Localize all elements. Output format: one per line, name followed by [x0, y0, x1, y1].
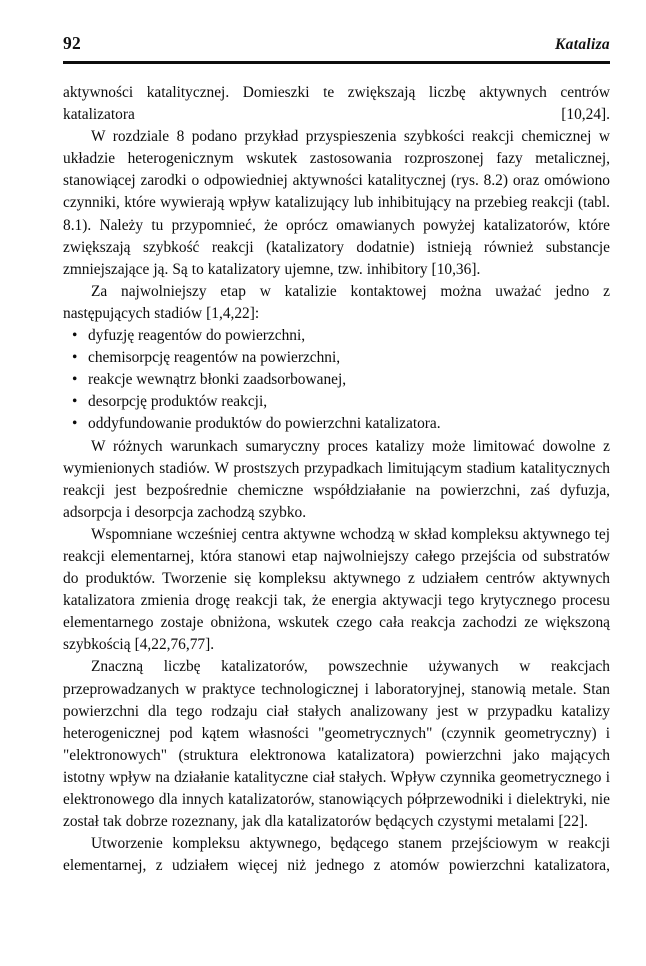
list-item-label: oddyfundowanie produktów do powierzchni katalizatora.	[88, 415, 441, 433]
bullet-marker-icon: •	[72, 415, 78, 433]
paragraph: Znaczną liczbę katalizatorów, powszechnie używanych w reakcjach przeprowadzanych w praktyce technologicznej i laboratoryjnej, stanowią metale. Stan powierzchni dla tego rodzaju ciał stałych analizowany jest w przypadku katalizy heterogenicznej pod kątem własności "geometrycznych" (czynnik geometryczny) i "elektronowych" (struktura elektronowa katalizatora) powierzchni jako mających istotny wpływ na działanie katalityczne ciał stałych. Wpływ czynnika geometrycznego i elektronowego dla innych katalizatorów, stanowiących półprzewodniki i dielektryki, nie został tak dobrze rozeznany, jak dla katalizatorów będących czystymi metalami [22].	[63, 658, 610, 831]
list-item	[63, 391, 610, 413]
list-item	[63, 325, 610, 347]
bullet-marker-icon: •	[72, 371, 78, 389]
running-head	[63, 33, 610, 54]
bullet-marker-icon: •	[72, 349, 78, 367]
paragraph: W różnych warunkach sumaryczny proces katalizy może limitować dowolne z wymienionych stadiów. W prostszych przypadkach limitującym stadium katalitycznych reakcji jest bezpośrednie chemiczne współdziałanie na powierzchni, zaś dyfuzja, adsorpcja i desorpcja zachodzą szybko.	[63, 437, 610, 521]
list-item-label: dyfuzję reagentów do powierzchni,	[88, 327, 306, 345]
paragraph: Utworzenie kompleksu aktywnego, będącego stanem przejściowym w reakcji elementarnej, z udziałem więcej niż jednego z atomów powierzchni katalizatora,	[63, 835, 610, 875]
body-text-column	[63, 82, 610, 877]
paragraph: Wspomniane wcześniej centra aktywne wchodzą w skład kompleksu aktywnego tej reakcji elementarnej, która stanowi etap najwolniejszy całego przejścia od substratów do produktów. Tworzenie się kompleksu aktywnego z udziałem centrów aktywnych katalizatora zmienia drogę reakcji tak, że energia aktywacji tego krytycznego procesu elementarnego zostaje obniżona, wskutek czego cała reakcja zachodzi ze większoną szybkością [4,22,76,77].	[63, 525, 610, 654]
running-head-title: Kataliza	[555, 36, 610, 53]
page-number: 92	[63, 33, 81, 53]
list-item-label: reakcje wewnątrz błonki zaadsorbowanej,	[88, 371, 347, 389]
list-item-label: desorpcję produktów reakcji,	[88, 393, 268, 411]
list-item	[63, 347, 610, 369]
list-item	[63, 413, 610, 435]
bullet-marker-icon: •	[72, 393, 78, 411]
header-rule	[63, 61, 610, 64]
paragraph: W rozdziale 8 podano przykład przyspieszenia szybkości reakcji chemicznej w układzie heterogenicznym wskutek zastosowania rozproszonej fazy metalicznej, stanowiącej zarodki o odpowiedniej aktywności katalitycznej (rys. 8.2) oraz omówiono czynniki, które wywierają wpływ katalizujący lub inhibitujący na przebieg reakcji (tabl. 8.1). Należy tu przypomnieć, że oprócz omawianych powyżej katalizatorów, które zwiększają szybkość reakcji (katalizatory dodatnie) istnieją również substancje zmniejszające ją. Są to katalizatory ujemne, tzw. inhibitory [10,36].	[63, 128, 610, 278]
stages-bullet-list	[63, 325, 610, 435]
list-item-label: chemisorpcję reagentów na powierzchni,	[88, 349, 341, 367]
list-item	[63, 369, 610, 391]
bullet-marker-icon: •	[72, 327, 78, 345]
paragraph: aktywności katalitycznej. Domieszki te zwiększają liczbę aktywnych centrów katalizatora [10,24].	[63, 84, 610, 124]
paragraph: Za najwolniejszy etap w katalizie kontaktowej można uważać jedno z następujących stadiów [1,4,22]:	[63, 282, 610, 322]
